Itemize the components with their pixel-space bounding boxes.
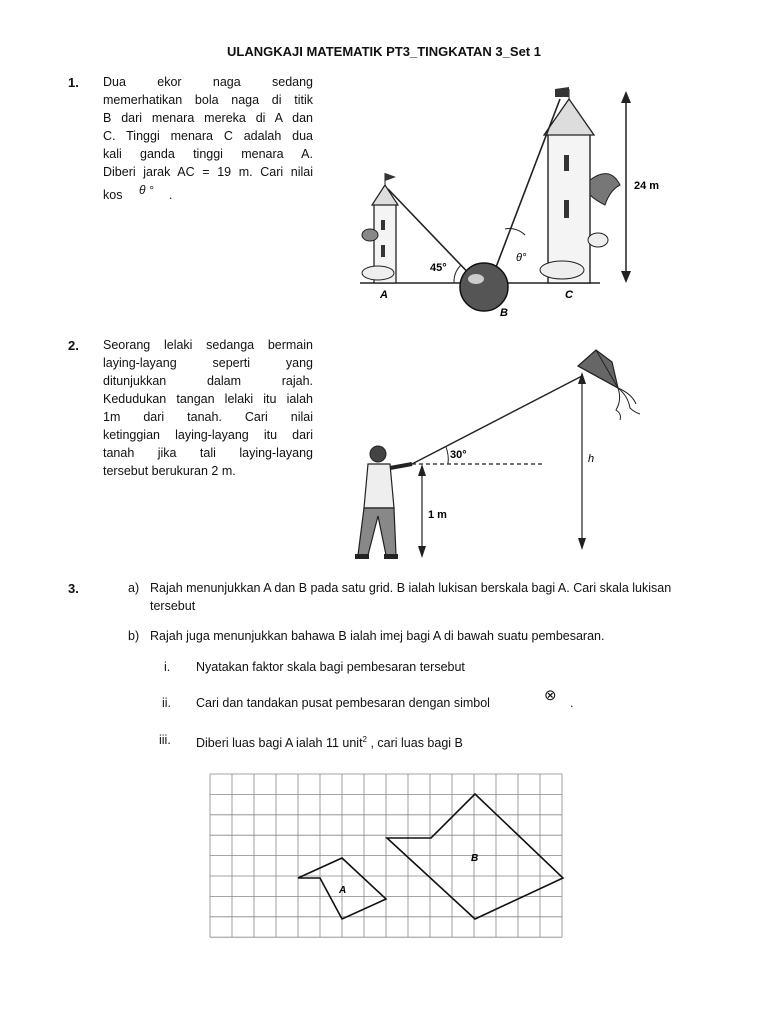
question-2-text [103,336,313,480]
height-h-label: h [588,453,595,465]
point-b-label: B [500,307,508,319]
angle-c-label: θ° [516,252,527,264]
grid-lines [210,774,562,937]
q2-line: tanah jika tali laying-layang [103,446,313,460]
angle-arc-a [454,265,461,283]
q1-theta-label: θ ° [139,183,154,197]
q1-diagram [350,85,680,320]
q1-line: memerhatikan bola naga di titik [103,93,313,107]
otimes-symbol-icon: ⊗ [544,687,557,704]
q2-line: ditunjukkan dalam rajah. [103,374,313,388]
question-2-number: 2. [68,338,79,353]
q3-item-2-marker: ii. [162,696,172,710]
angle-label: 30° [450,449,467,461]
q3-item-3-superscript: 2 [362,735,367,744]
tower-c [540,87,620,283]
dragon-ball [460,263,508,311]
q1-line: Diberi jarak AC = 19 m. Cari nilai [103,165,313,179]
question-1-text [103,73,313,181]
q1-end-dot: . [169,188,173,202]
q1-line: C. Tinggi menara C adalah dua [103,129,313,143]
q1-line: Dua ekor naga sedang [103,75,313,89]
q3-item-1-text: Nyatakan faktor skala bagi pembesaran tersebut [196,660,465,674]
hand-height-label: 1 m [428,509,447,521]
tower-a [362,173,398,283]
q3-b-text: Rajah juga menunjukkan bahawa B ialah imej bagi A di bawah suatu pembesaran. [150,629,605,643]
point-c-label: C [565,289,573,301]
man-figure [355,446,412,559]
q3-a-text: Rajah menunjukkan A dan B pada satu grid. B ialah lukisan berskala bagi A. Cari skala lukisan tersebut [150,581,672,613]
q2-last-line: tersebut berukuran 2 m. [103,464,236,478]
kite-string [412,376,582,464]
q1-kos-label: kos [103,188,123,202]
angle-arc [446,447,448,464]
q2-diagram [350,340,660,565]
height-label: 24 m [634,180,660,192]
angle-a-label: 45° [430,262,447,274]
q2-line: ketinggian laying-layang itu dari [103,428,313,442]
shape-b-label: B [471,853,479,864]
q3-b-marker: b) [128,629,140,643]
question-1-number: 1. [68,75,79,90]
q3-item-3-main: Diberi luas bagi A ialah 11 unit [196,736,363,751]
question-3-number: 3. [68,581,79,596]
page-title: ULANGKAJI MATEMATIK PT3_TINGKATAN 3_Set 1 [227,44,541,59]
q3-item-3-end: , cari luas bagi B [367,736,463,751]
q2-line: Kedudukan tangan lelaki itu ialah [103,392,313,406]
q3-item-2-end: . [570,696,574,710]
q3-grid-diagram [208,772,578,952]
point-a-label: A [380,289,388,301]
q3-a-marker: a) [128,581,140,595]
q3-item-1-marker: i. [164,660,171,674]
kite [578,350,640,420]
q2-line: laying-layang seperti yang [103,356,313,370]
q3-item-3-marker: iii. [159,733,171,747]
shape-a-label: A [339,885,347,896]
q3-item-3-text [196,731,463,752]
q1-line: B dari menara mereka di A dan [103,111,313,125]
q2-line: Seorang lelaki sedanga bermain [103,338,313,352]
q3-item-2-text: Cari dan tandakan pusat pembesaran dengan simbol [196,696,490,710]
q1-line: kali ganda tinggi menara A. [103,147,313,161]
q2-line: 1m dari tanah. Cari nilai [103,410,313,424]
